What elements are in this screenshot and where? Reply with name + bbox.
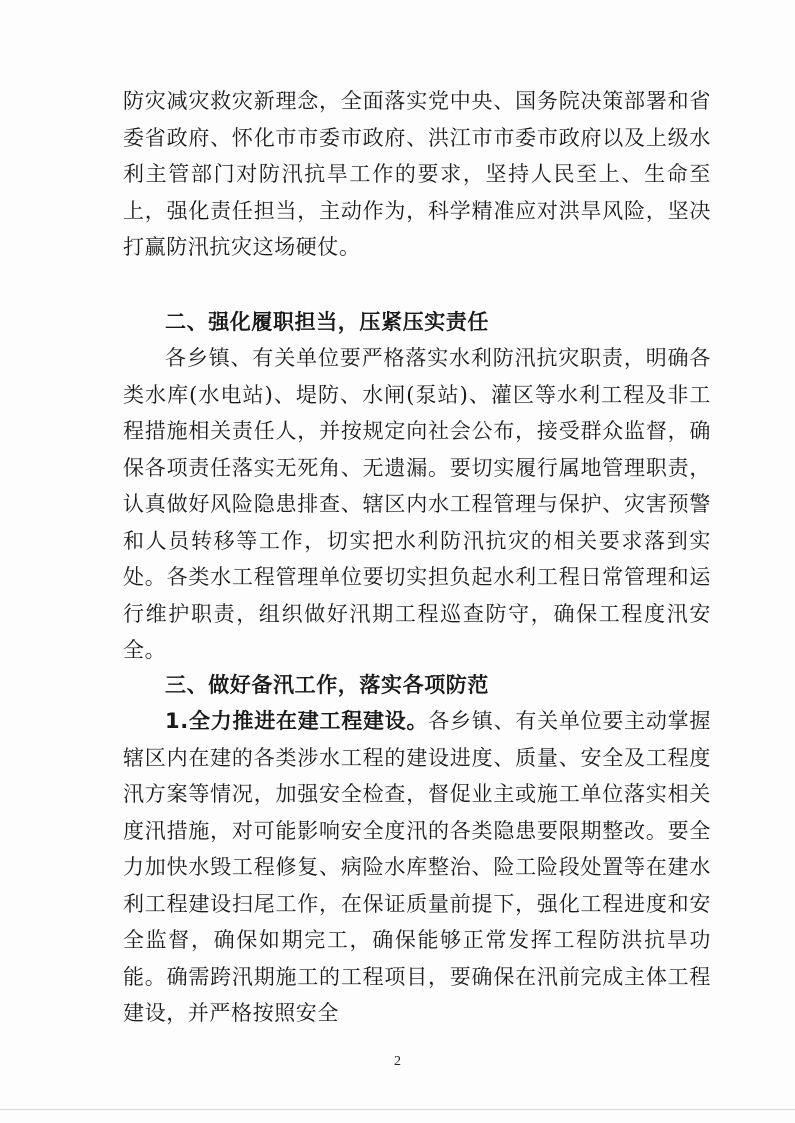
item-1-body: 各乡镇、有关单位要主动掌握辖区内在建的各类涉水工程的建设进度、质量、安全及工程度汛方案等情况，加强安全检查，督促业主或施工单位落实相关度汛措施，对可能影响安全度汛的各类隐患要限期整改。要全力加快水毁工程修复、病险水库整治、险工险段处置等在建水利工程建设扫尾工作，在保证质量前提下，强化工程进度和安全监督，确保如期完工，确保能够正常发挥工程防洪抗旱功能。确需跨汛期施工的工程项目，要确保在汛前完成主体工程建设，并严格按照安全 [123,709,711,1025]
continuation-paragraph: 防灾减灾救灾新理念，全面落实党中央、国务院决策部署和省委省政府、怀化市市委市政府、洪江市市委市政府以及上级水利主管部门对防汛抗旱工作的要求，坚持人民至上、生命至上，强化责任担当，主动作为，科学精准应对洪旱风险，坚决打赢防汛抗灾这场硬仗。 [123,89,711,259]
section-2-paragraph: 各乡镇、有关单位要严格落实水利防汛抗灾职责，明确各类水库(水电站)、堤防、水闸(泵站)、灌区等水利工程及非工程措施相关责任人，并按规定向社会公布，接受群众监督，确保各项责任落实无死角、无遗漏。要切实履行属地管理职责，认真做好风险隐患排查、辖区内水工程管理与保护、灾害预警和人员转移等工作，切实把水利防汛抗灾的相关要求落到实处。各类水工程管理单位要切实担负起水利工程日常管理和运行维护职责，组织做好汛期工程巡查防守，确保工程度汛安全。 [123,346,711,662]
page-number: 2 [394,1054,401,1069]
section-3-item-1-paragraph [123,703,711,1032]
item-1-title: 1.全力推进在建工程建设。 [165,709,429,733]
section-heading-2: 二、强化履职担当，压紧压实责任 [165,310,489,334]
scan-edge-line [0,1109,795,1110]
section-heading-3: 三、做好备汛工作，落实各项防范 [165,673,489,697]
